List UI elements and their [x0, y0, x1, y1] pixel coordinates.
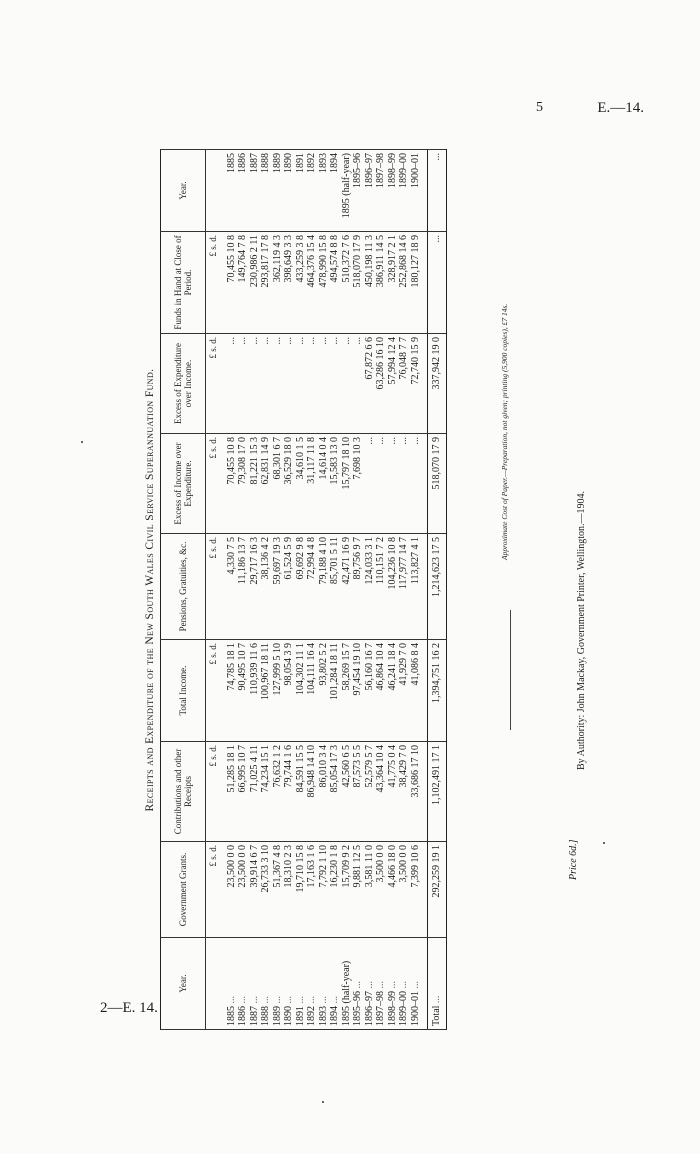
- total-excess-income: 518,070 17 9: [428, 434, 447, 534]
- cell-excess-expenditure: ...: [220, 334, 238, 434]
- cell-grants: 26,733 3 10: [260, 842, 272, 938]
- cell-funds: 362,119 4 3: [272, 232, 284, 334]
- table-row: [260, 150, 272, 1030]
- cell-pensions: 124,033 3 1: [364, 534, 376, 640]
- units-row: [206, 150, 220, 1030]
- cell-contributions: 42,560 6 5: [341, 742, 353, 842]
- cell-year-right: 1899–00: [398, 150, 410, 232]
- cell-excess-income: 34,610 1 5: [295, 434, 307, 534]
- cell-year: 1888 ...: [260, 938, 272, 1030]
- cell-grants: 3,500 0 0: [375, 842, 387, 938]
- table-title: Receipts and Expenditure of the New South Wales Civil Service Superannuation Fund.: [144, 368, 156, 812]
- total-row: [428, 150, 447, 1030]
- cell-pensions: 59,697 19 3: [272, 534, 284, 640]
- cell-grants: 3,581 11 0: [364, 842, 376, 938]
- cell-excess-expenditure: 63,286 16 10: [375, 334, 387, 434]
- cell-excess-expenditure: ...: [352, 334, 364, 434]
- cell-grants: 7,792 1 10: [318, 842, 330, 938]
- cell-contributions: 41,775 0 4: [387, 742, 399, 842]
- header-year-right: Year.: [161, 150, 206, 232]
- total-funds: ...: [428, 232, 447, 334]
- cell-grants: 4,466 18 0: [387, 842, 399, 938]
- total-grants: 292,259 19 1: [428, 842, 447, 938]
- cell-excess-expenditure: ...: [283, 334, 295, 434]
- cell-year: 1890 ...: [283, 938, 295, 1030]
- cell-funds: 293,817 17 8: [260, 232, 272, 334]
- cell-income: 100,967 18 11: [260, 640, 272, 742]
- cell-excess-expenditure: ...: [260, 334, 272, 434]
- cell-grants: 19,710 15 8: [295, 842, 307, 938]
- units-cell: £ s. d.: [206, 334, 220, 434]
- units-cell: £ s. d.: [206, 640, 220, 742]
- cell-funds: 433,259 3 8: [295, 232, 307, 334]
- cell-year: 1891 ...: [295, 938, 307, 1030]
- rotated-table-block: [140, 150, 480, 1030]
- cell-excess-income: 14,614 0 4: [318, 434, 330, 534]
- page-code-top: E.—14.: [597, 100, 644, 116]
- cell-pensions: 4,330 7 5: [220, 534, 238, 640]
- cell-funds: 230,986 2 11: [249, 232, 261, 334]
- cell-funds: 450,198 11 3: [364, 232, 376, 334]
- cell-funds: 494,574 8 8: [329, 232, 341, 334]
- cell-excess-expenditure: ...: [272, 334, 284, 434]
- table-row: [375, 150, 387, 1030]
- total-income: 1,394,751 16 2: [428, 640, 447, 742]
- cell-grants: 16,230 1 8: [329, 842, 341, 938]
- header-pensions: Pensions, Gratuities, &c.: [161, 534, 206, 640]
- cell-income: 41,086 8 4: [410, 640, 428, 742]
- cell-grants: 23,500 0 0: [220, 842, 238, 938]
- cell-income: 110,939 11 6: [249, 640, 261, 742]
- cell-pensions: 117,977 14 7: [398, 534, 410, 640]
- cell-funds: 398,649 3 3: [283, 232, 295, 334]
- cell-year-right: 1891: [295, 150, 307, 232]
- cell-funds: 464,376 15 4: [306, 232, 318, 334]
- cell-pensions: 38,136 4 2: [260, 534, 272, 640]
- cell-year: 1898–99 ...: [387, 938, 399, 1030]
- cell-year: 1886 ...: [237, 938, 249, 1030]
- cell-income: 90,495 10 7: [237, 640, 249, 742]
- cell-excess-expenditure: ...: [306, 334, 318, 434]
- cell-year: 1899–00 ...: [398, 938, 410, 1030]
- cell-grants: 17,163 1 6: [306, 842, 318, 938]
- cell-income: 58,269 15 7: [341, 640, 353, 742]
- table-row: [306, 150, 318, 1030]
- cell-year-right: 1896–97: [364, 150, 376, 232]
- cell-funds: 149,764 7 8: [237, 232, 249, 334]
- cell-excess-expenditure: 76,048 7 7: [398, 334, 410, 434]
- header-total-income: Total Income.: [161, 640, 206, 742]
- cell-year: 1892 ...: [306, 938, 318, 1030]
- table-row: [249, 150, 261, 1030]
- cell-excess-expenditure: ...: [318, 334, 330, 434]
- header-excess-income: Excess of Income over Expenditure.: [161, 434, 206, 534]
- print-speck: [603, 842, 605, 844]
- cell-year: 1893 ...: [318, 938, 330, 1030]
- cost-note: Approximate Cost of Paper.—Preparation, not given; printing (5,900 copies), £7 14s.: [500, 303, 509, 560]
- cell-year-right: 1885: [220, 150, 238, 232]
- cell-year-right: 1894: [329, 150, 341, 232]
- cell-excess-income: 81,221 15 3: [249, 434, 261, 534]
- cell-year-right: 1898–99: [387, 150, 399, 232]
- cell-income: 104,302 11 1: [295, 640, 307, 742]
- cell-year-right: 1887: [249, 150, 261, 232]
- header-funds-in-hand: Funds in Hand at Close of Period.: [161, 232, 206, 334]
- cell-income: 98,054 3 9: [283, 640, 295, 742]
- cell-excess-income: 70,455 10 8: [220, 434, 238, 534]
- cell-grants: 39,914 6 7: [249, 842, 261, 938]
- table-row: [295, 150, 307, 1030]
- cell-year: 1897–98 ...: [375, 938, 387, 1030]
- cell-funds: 70,455 10 8: [220, 232, 238, 334]
- total-year-right: ...: [428, 150, 447, 232]
- table-row: [364, 150, 376, 1030]
- cell-excess-income: ...: [364, 434, 376, 534]
- units-cell: £ s. d.: [206, 232, 220, 334]
- table-row: [398, 150, 410, 1030]
- cell-pensions: 61,524 5 9: [283, 534, 295, 640]
- total-excess-expenditure: 337,942 19 0: [428, 334, 447, 434]
- units-cell: £ s. d.: [206, 434, 220, 534]
- cell-year: 1895 (half-year): [341, 938, 353, 1030]
- cell-contributions: 51,285 18 1: [220, 742, 238, 842]
- print-speck: [322, 1101, 324, 1103]
- cell-income: 101,284 18 11: [329, 640, 341, 742]
- cell-grants: 23,500 0 0: [237, 842, 249, 938]
- page-code-bottom: 2—E. 14.: [100, 1000, 158, 1016]
- cell-funds: 180,127 18 9: [410, 232, 428, 334]
- cell-year-right: 1895 (half-year): [341, 150, 353, 232]
- cell-contributions: 43,364 10 4: [375, 742, 387, 842]
- table-row: [220, 150, 238, 1030]
- cell-year: 1896–97 ...: [364, 938, 376, 1030]
- cell-income: 97,454 19 10: [352, 640, 364, 742]
- price-note: Price 6d.]: [568, 839, 579, 880]
- cell-contributions: 87,573 5 5: [352, 742, 364, 842]
- cell-excess-income: 15,797 18 10: [341, 434, 353, 534]
- cell-funds: 518,070 17 9: [352, 232, 364, 334]
- cell-pensions: 11,186 13 7: [237, 534, 249, 640]
- cell-income: 46,241 18 4: [387, 640, 399, 742]
- header-excess-expenditure: Excess of Expenditure over Income.: [161, 334, 206, 434]
- header-row: [161, 150, 206, 1030]
- cell-year: 1885 ...: [220, 938, 238, 1030]
- divider-line: [510, 610, 511, 730]
- cell-excess-income: 31,117 11 8: [306, 434, 318, 534]
- table-row: [341, 150, 353, 1030]
- cell-contributions: 86,010 3 4: [318, 742, 330, 842]
- total-contributions: 1,102,491 17 1: [428, 742, 447, 842]
- cell-year: 1900–01 ...: [410, 938, 428, 1030]
- cell-income: 93,802 5 2: [318, 640, 330, 742]
- cell-contributions: 76,632 1 2: [272, 742, 284, 842]
- cell-excess-income: ...: [398, 434, 410, 534]
- cell-pensions: 72,994 4 8: [306, 534, 318, 640]
- cell-pensions: 113,827 4 1: [410, 534, 428, 640]
- cell-funds: 478,990 15 8: [318, 232, 330, 334]
- table-row: [283, 150, 295, 1030]
- cell-excess-income: 68,301 6 7: [272, 434, 284, 534]
- header-contributions: Contributions and other Receipts: [161, 742, 206, 842]
- cell-grants: 3,500 0 0: [398, 842, 410, 938]
- cell-pensions: 89,756 9 7: [352, 534, 364, 640]
- cell-excess-income: 36,529 18 0: [283, 434, 295, 534]
- cell-income: 104,111 16 4: [306, 640, 318, 742]
- cell-contributions: 85,054 17 3: [329, 742, 341, 842]
- cell-year-right: 1900–01: [410, 150, 428, 232]
- cell-year-right: 1888: [260, 150, 272, 232]
- cell-grants: 18,310 2 3: [283, 842, 295, 938]
- units-cell: £ s. d.: [206, 534, 220, 640]
- cell-excess-expenditure: 67,872 6 6: [364, 334, 376, 434]
- cell-excess-income: 7,698 10 3: [352, 434, 364, 534]
- cell-pensions: 104,236 10 8: [387, 534, 399, 640]
- cell-funds: 328,917 2 1: [387, 232, 399, 334]
- cell-year-right: 1890: [283, 150, 295, 232]
- cell-grants: 9,881 12 5: [352, 842, 364, 938]
- superannuation-fund-table: [160, 149, 447, 1030]
- cell-pensions: 42,471 16 9: [341, 534, 353, 640]
- table-row: [387, 150, 399, 1030]
- cell-excess-income: ...: [387, 434, 399, 534]
- units-blank: [206, 150, 220, 232]
- cell-funds: 386,911 14 5: [375, 232, 387, 334]
- cell-pensions: 85,701 5 11: [329, 534, 341, 640]
- cell-excess-expenditure: ...: [329, 334, 341, 434]
- cell-excess-income: ...: [375, 434, 387, 534]
- cell-grants: 51,367 4 8: [272, 842, 284, 938]
- cell-excess-expenditure: ...: [295, 334, 307, 434]
- cell-excess-income: 15,583 13 0: [329, 434, 341, 534]
- cell-excess-expenditure: 57,994 12 4: [387, 334, 399, 434]
- cell-excess-expenditure: ...: [237, 334, 249, 434]
- cell-excess-expenditure: ...: [249, 334, 261, 434]
- cell-excess-expenditure: 72,740 15 9: [410, 334, 428, 434]
- table-row: [410, 150, 428, 1030]
- cell-excess-income: ...: [410, 434, 428, 534]
- cell-income: 74,785 18 1: [220, 640, 238, 742]
- table-row: [272, 150, 284, 1030]
- cell-contributions: 79,744 1 6: [283, 742, 295, 842]
- cell-contributions: 33,686 17 10: [410, 742, 428, 842]
- table-row: [318, 150, 330, 1030]
- cell-contributions: 86,948 14 10: [306, 742, 318, 842]
- cell-pensions: 110,151 7 2: [375, 534, 387, 640]
- print-speck: [81, 441, 83, 443]
- total-label: Total ...: [428, 938, 447, 1030]
- cell-year-right: 1897–98: [375, 150, 387, 232]
- cell-contributions: 84,591 15 5: [295, 742, 307, 842]
- total-pensions: 1,214,623 17 5: [428, 534, 447, 640]
- units-blank: [206, 938, 220, 1030]
- cell-pensions: 29,717 16 3: [249, 534, 261, 640]
- cell-contributions: 52,579 5 7: [364, 742, 376, 842]
- cell-income: 46,864 10 4: [375, 640, 387, 742]
- table-row: [329, 150, 341, 1030]
- page-number: 5: [536, 100, 543, 115]
- cell-year: 1895–96 ...: [352, 938, 364, 1030]
- cell-year-right: 1886: [237, 150, 249, 232]
- cell-contributions: 74,234 15 1: [260, 742, 272, 842]
- cell-grants: 15,709 9 2: [341, 842, 353, 938]
- cell-pensions: 79,188 4 10: [318, 534, 330, 640]
- cell-contributions: 71,025 4 11: [249, 742, 261, 842]
- cell-excess-income: 79,308 17 0: [237, 434, 249, 534]
- cell-funds: 252,868 14 6: [398, 232, 410, 334]
- cell-year: 1887 ...: [249, 938, 261, 1030]
- cell-pensions: 69,692 9 8: [295, 534, 307, 640]
- cell-income: 56,160 16 7: [364, 640, 376, 742]
- cell-year-right: 1889: [272, 150, 284, 232]
- table-row: [352, 150, 364, 1030]
- header-year: Year.: [161, 938, 206, 1030]
- cell-year: 1889 ...: [272, 938, 284, 1030]
- cell-year-right: 1895–96: [352, 150, 364, 232]
- cell-contributions: 66,995 10 7: [237, 742, 249, 842]
- cell-year: 1894 ...: [329, 938, 341, 1030]
- table-row: [237, 150, 249, 1030]
- cell-income: 127,999 5 10: [272, 640, 284, 742]
- units-cell: £ s. d.: [206, 842, 220, 938]
- cell-income: 41,929 7 0: [398, 640, 410, 742]
- cell-year-right: 1893: [318, 150, 330, 232]
- cell-year-right: 1892: [306, 150, 318, 232]
- cell-excess-income: 62,831 14 9: [260, 434, 272, 534]
- cell-excess-expenditure: ...: [341, 334, 353, 434]
- cell-contributions: 38,429 7 0: [398, 742, 410, 842]
- units-cell: £ s. d.: [206, 742, 220, 842]
- printer-authority: By Authority: John Mackay, Government Printer, Wellington.—1904.: [576, 490, 587, 770]
- cell-funds: 510,372 7 6: [341, 232, 353, 334]
- header-government-grants: Government Grants.: [161, 842, 206, 938]
- cell-grants: 7,399 10 6: [410, 842, 428, 938]
